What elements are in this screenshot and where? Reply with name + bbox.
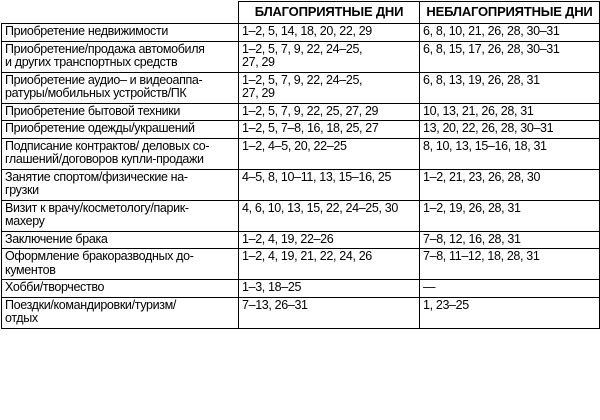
table-row <box>2 231 600 249</box>
unfavorable-days-cell: 6, 8, 15, 17, 26, 28, 30–31 <box>420 41 600 72</box>
unfavorable-header: НЕБЛАГОПРИЯТНЫЕ ДНИ <box>420 2 600 24</box>
table-row <box>2 280 600 298</box>
unfavorable-days-cell: 7–8, 12, 16, 28, 31 <box>420 231 600 249</box>
table-row <box>2 249 600 280</box>
unfavorable-days-cell: 7–8, 11–12, 18, 28, 31 <box>420 249 600 280</box>
table-row <box>2 169 600 200</box>
table-row <box>2 72 600 103</box>
activity-cell: Приобретение бытовой техники <box>2 103 239 121</box>
favorable-days-cell: 1–2, 4, 19, 21, 22, 24, 26 <box>239 249 420 280</box>
table-row <box>2 138 600 169</box>
table-row <box>2 24 600 42</box>
table-row <box>2 297 600 328</box>
favorable-days-cell: 1–2, 5, 7, 9, 22, 25, 27, 29 <box>239 103 420 121</box>
favorable-days-cell: 4–5, 8, 10–11, 13, 15–16, 25 <box>239 169 420 200</box>
activity-cell: Оформление бракоразводных до- кументов <box>2 249 239 280</box>
activity-cell: Занятие спортом/физические на- грузки <box>2 169 239 200</box>
favorable-days-cell: 1–2, 5, 7, 9, 22, 24–25, 27, 29 <box>239 72 420 103</box>
activity-cell: Приобретение/продажа автомобиля и других транспортных средств <box>2 41 239 72</box>
header-row <box>2 2 600 24</box>
favorable-days-cell: 1–2, 5, 14, 18, 20, 22, 29 <box>239 24 420 42</box>
favorable-header: БЛАГОПРИЯТНЫЕ ДНИ <box>239 2 420 24</box>
table-row <box>2 200 600 231</box>
favorable-days-cell: 7–13, 26–31 <box>239 297 420 328</box>
unfavorable-days-cell: 1–2, 19, 26, 28, 31 <box>420 200 600 231</box>
activity-cell: Хобби/творчество <box>2 280 239 298</box>
unfavorable-days-cell: 6, 8, 13, 19, 26, 28, 31 <box>420 72 600 103</box>
table-row <box>2 121 600 139</box>
table-row <box>2 41 600 72</box>
table-row <box>2 103 600 121</box>
activity-header <box>2 2 239 24</box>
favorable-days-cell: 1–2, 5, 7, 9, 22, 24–25, 27, 29 <box>239 41 420 72</box>
activity-cell: Заключение брака <box>2 231 239 249</box>
unfavorable-days-cell: 13, 20, 22, 26, 28, 30–31 <box>420 121 600 139</box>
activity-cell: Визит к врачу/косметологу/парик- махеру <box>2 200 239 231</box>
activity-cell: Приобретение одежды/украшений <box>2 121 239 139</box>
unfavorable-days-cell: 1–2, 21, 23, 26, 28, 30 <box>420 169 600 200</box>
favorable-days-cell: 4, 6, 10, 13, 15, 22, 24–25, 30 <box>239 200 420 231</box>
favorable-days-cell: 1–2, 5, 7–8, 16, 18, 25, 27 <box>239 121 420 139</box>
favorable-days-cell: 1–2, 4–5, 20, 22–25 <box>239 138 420 169</box>
favorable-days-cell: 1–2, 4, 19, 22–26 <box>239 231 420 249</box>
calendar-table <box>1 1 600 329</box>
activity-cell: Поездки/командировки/туризм/ отдых <box>2 297 239 328</box>
unfavorable-days-cell: 8, 10, 13, 15–16, 18, 31 <box>420 138 600 169</box>
favorable-days-cell: 1–3, 18–25 <box>239 280 420 298</box>
activity-cell: Приобретение недвижимости <box>2 24 239 42</box>
unfavorable-days-cell: 10, 13, 21, 26, 28, 31 <box>420 103 600 121</box>
unfavorable-days-cell: 6, 8, 10, 21, 26, 28, 30–31 <box>420 24 600 42</box>
activity-cell: Приобретение аудио– и видеоаппа- ратуры/мобильных устройств/ПК <box>2 72 239 103</box>
activity-cell: Подписание контрактов/ деловых со- глашений/договоров купли-продажи <box>2 138 239 169</box>
unfavorable-days-cell: — <box>420 280 600 298</box>
unfavorable-days-cell: 1, 23–25 <box>420 297 600 328</box>
